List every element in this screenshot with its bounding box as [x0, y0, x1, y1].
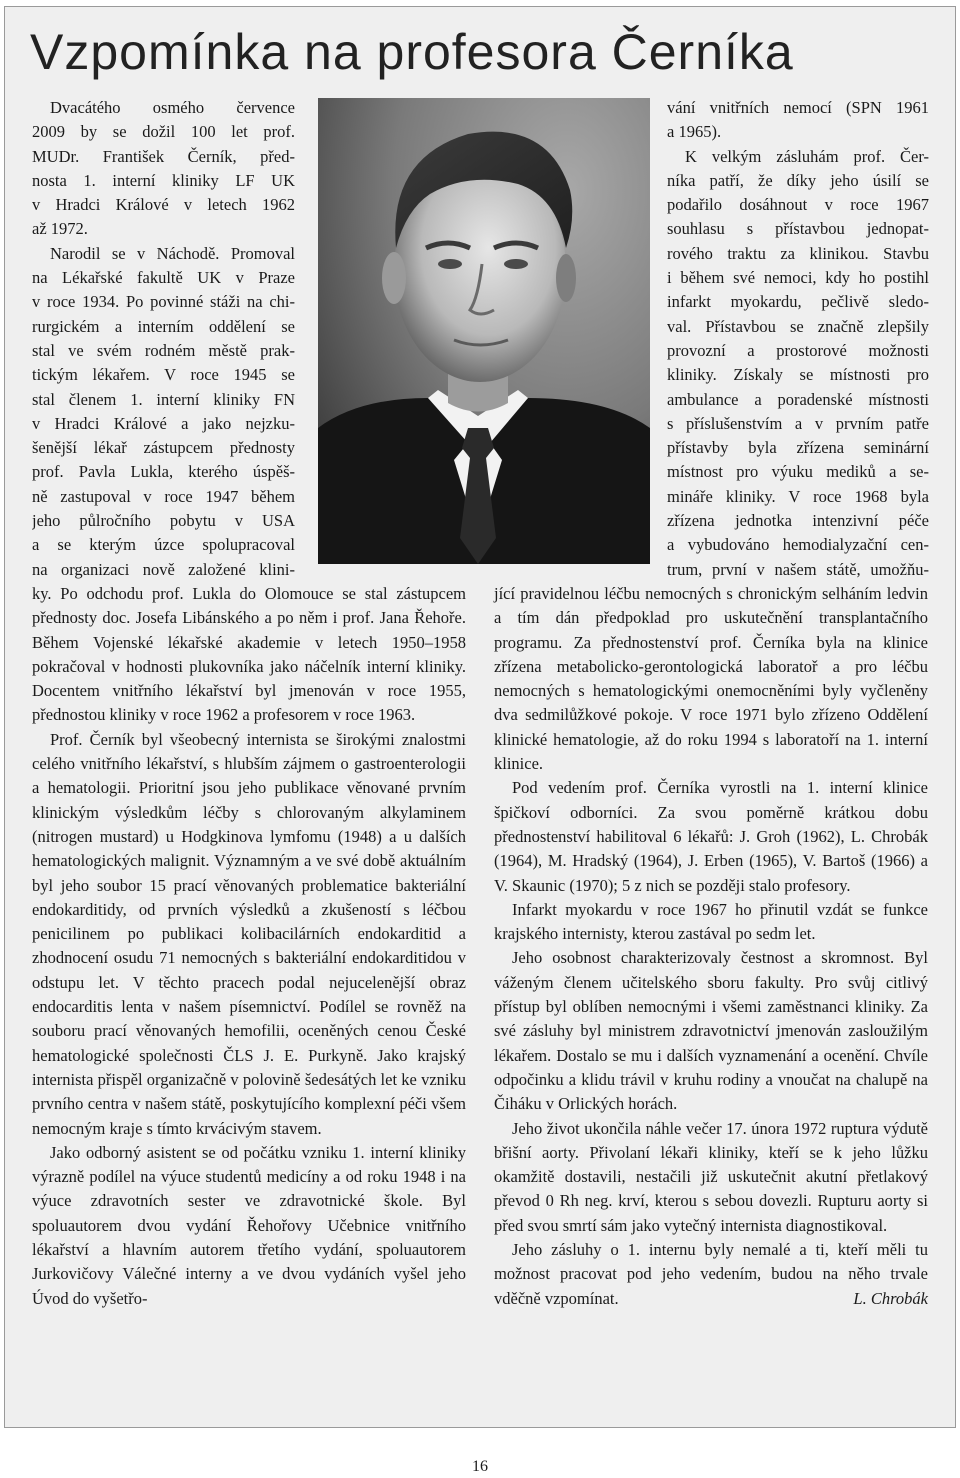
text-line: až 1972. [32, 219, 88, 239]
text-line: souhlasu s přístavbou jednopat- [667, 219, 929, 239]
column-bottom-right [494, 582, 928, 1311]
text-line: mináře kliniky. V roce 1968 byla [667, 486, 929, 506]
text-line: vání vnitřních nemocí (SPN 1961 [667, 98, 929, 117]
text-line: a 1965). [667, 122, 722, 142]
paragraph: Jeho život ukončila náhle večer 17. února 1972 ruptura výdutě břišní aorty. Přivolaní lékaři kliniky, kteří se k jeho lůžku okamžitě dostavili, nestačili již uskutečnit akutní přetlakový převod 0 Rh neg. krví, kterou s sebou dovezli. Rupturu aorty si před svou smrtí sám jako vytečný internista diagnostikoval. [494, 1118, 928, 1235]
paragraph: jící pravidelnou léčbu nemocných s chronickým selháním ledvin a tím dán předpoklad pro uskutečnění transplantačního programu. Za přednostenství prof. Černíka byla na klinice zřízena metabolicko-gerontologická laboratoř a pro léčbu nemocných s hematologickými onemocněními byly vyčleněny dva sedmilůžkové pokoje. V roce 1971 bylo zřízeno Oddělení klinické hematologie, až do roku 1994 s laboratoří na 1. interní klinice. [494, 584, 928, 774]
text-line: a vybudováno hemodialyzační cen- [667, 535, 929, 555]
paragraph: ky. Po odchodu prof. Lukla do Olomouce se stal zástupcem přednosty doc. Josefa Libánského a po něm i prof. Jana Řehoře. Během Vojenské lékařské akademie v letech 1950–1958 pokračoval v hodnosti plukovníka jako náčelník interní kliniky. Docentem vnitřního lékařství byl jmenován v roce 1955, přednostou kliniky v roce 1962 a profesorem v roce 1963. [32, 584, 466, 725]
text-line: níka patří, že díky jeho úsilí se [667, 170, 929, 190]
text-line: MUDr. František Černík, před- [32, 146, 295, 166]
portrait-photo [318, 98, 650, 564]
text-line: ambulance a poradenské místnosti [667, 389, 929, 409]
column-bottom-left [32, 582, 466, 1311]
text-line: podařilo dosáhnout v roce 1967 [667, 195, 929, 215]
portrait-illustration [318, 98, 650, 564]
paragraph: Jeho osobnost charakterizovaly čestnost a skromnost. Byl váženým členem učitelského sboru fakulty. Pro svůj citlivý přístup byl oblíben nemocnými i všemi zaměstnanci kliniky. Za své zásluhy byl ministrem zdravotnictví jmenován zasloužilým lékařem. Dostalo se mu i dalších vyznamenání a ocenění. Chvíle odpočinku a klidu trávil v kruhu rodiny a vnoučat na chalupě na Čiháku v Orlických horách. [494, 948, 928, 1114]
text-line: ně zastupoval v roce 1947 během [32, 486, 295, 506]
closing-paragraph [494, 1238, 928, 1311]
author-signature: L. Chrobák [853, 1288, 928, 1308]
text-line: rurgickém a interním oddělení se [32, 316, 295, 336]
text-line: K velkým zásluhám prof. Čer- [685, 146, 929, 166]
text-line: na Lékařské fakultě UK v Praze [32, 268, 295, 288]
text-line: místnost pro výuku mediků a se- [667, 462, 929, 482]
text-line: Dvacátého osmého července [50, 98, 295, 117]
text-line: šenější lékař zástupcem přednosty [32, 438, 295, 458]
text-line: rového traktu za klinikou. Stavbu [667, 243, 929, 263]
paragraph-text: Jeho zásluhy o 1. internu byly nemalé a ti, kteří měli tu možnost pracovat pod jeho vedením, budou na něho trvale vděčně vzpomínat. [494, 1240, 928, 1308]
paragraph: Prof. Černík byl všeobecný internista se širokými znalostmi celého vnitřního lékařství, s hlubším zájmem o gastroenterologii a hematologii. Prioritní jsou jeho publikace věnované prvním klinickým výsledkům léčby s chlorovaným alkylaminem (nitrogen mustard) u Hodgkinova lymfomu (1948) a u dalších hematologických malignit. Významným a ve své době aktuálním byl jeho soubor 15 prací věnovaných problematice bakteriální endokarditidy, od prvních výsledků a zkušeností s léčbou penicilinem po publikaci kolibacilárních endokarditid a zhodnocení osudu 71 nemocných s bakteriální endokarditidou v odstupu let. V těchto pracech podal nejucelenější obraz endocarditis lenta v našem písemnictví. Podílel se rovněž na souboru prací věnovaných hemofilii, oceněných cenou České hematologické společnosti ČLS J. E. Purkyně. Jako krajský internista přispěl organizačně v polovině šedesátých let ke vzniku prvního centra v našem státě, poskytujícího komplexní péči všem nemocným kraje s tímto krvácivým stavem. [32, 729, 466, 1138]
text-line: provozní a prostorové možnosti [667, 340, 929, 360]
text-line: v Hradci Králové v letech 1962 [32, 195, 295, 215]
text-line: 2009 by se dožil 100 let prof. [32, 122, 295, 142]
text-line: jeho půlročního pobytu v USA [32, 511, 295, 531]
page-number: 16 [472, 1458, 488, 1475]
text-line: a se kterým úzce spolupracoval [32, 535, 295, 555]
paragraph: Jako odborný asistent se od počátku vzniku 1. interní kliniky výrazně podílel na výuce studentů medicíny a od roku 1948 i na výuce zdravotních sester ve zdravotnické škole. Byl spoluautorem dvou vydání Řehořovy Učebnice vnitřního lékařství a hlavním autorem třetího vydání, spoluautorem Jurkovičovy Válečné interny a ve dvou vydáních vyšel jeho Úvod do vyšetřo- [32, 1142, 466, 1308]
paragraph: Pod vedením prof. Černíka vyrostli na 1. interní klinice špičkoví odborníci. Za svou poměrně krátkou dobu přednostenství habilitoval 6 lékařů: J. Groh (1962), L. Chrobák (1964), M. Hradský (1964), J. Erben (1965), V. Bartoš (1966) a V. Skaunic (1970); 5 z nich se později stalo profesory. [494, 778, 928, 895]
text-line: i během své nemoci, kdy ho postihl [667, 268, 929, 288]
text-line: tickým lékařem. V roce 1945 se [32, 365, 295, 385]
text-line: přístavby byla zřízena seminární [667, 438, 929, 458]
text-line: zřízena jednotka intenzivní péče [667, 511, 929, 531]
text-line: v roce 1934. Po povinné stáži na chi- [32, 292, 295, 312]
text-line: prof. Pavla Lukla, kterého úspěš- [32, 462, 295, 482]
article-title: Vzpomínka na profesora Černíka [30, 24, 794, 80]
text-line: trum, první v našem státě, umožňu- [667, 559, 929, 579]
text-line: s příslušenstvím a v prvním patře [667, 413, 929, 433]
text-line: Narodil se v Náchodě. Promoval [50, 243, 295, 263]
text-line: kliniky. Získaly se místnosti pro [667, 365, 929, 385]
column-left-top [32, 96, 295, 582]
paragraph: Infarkt myokardu v roce 1967 ho přinutil vzdát se funkce krajského internisty, kterou zastával po sedm let. [494, 899, 928, 944]
text-line: infarkt myokardu, pečlivě sledo- [667, 292, 929, 312]
column-right-top [667, 96, 929, 582]
text-line: na organizaci nově založené klini- [32, 559, 295, 579]
text-line: stal ve svém rodném městě prak- [32, 340, 295, 360]
text-line: v Hradci Králové a jako nejzku- [32, 413, 295, 433]
text-line: stal členem 1. interní kliniky FN [32, 389, 295, 409]
text-line: nosta 1. interní kliniky LF UK [32, 170, 295, 190]
text-line: val. Přístavbou se značně zlepšily [667, 316, 929, 336]
